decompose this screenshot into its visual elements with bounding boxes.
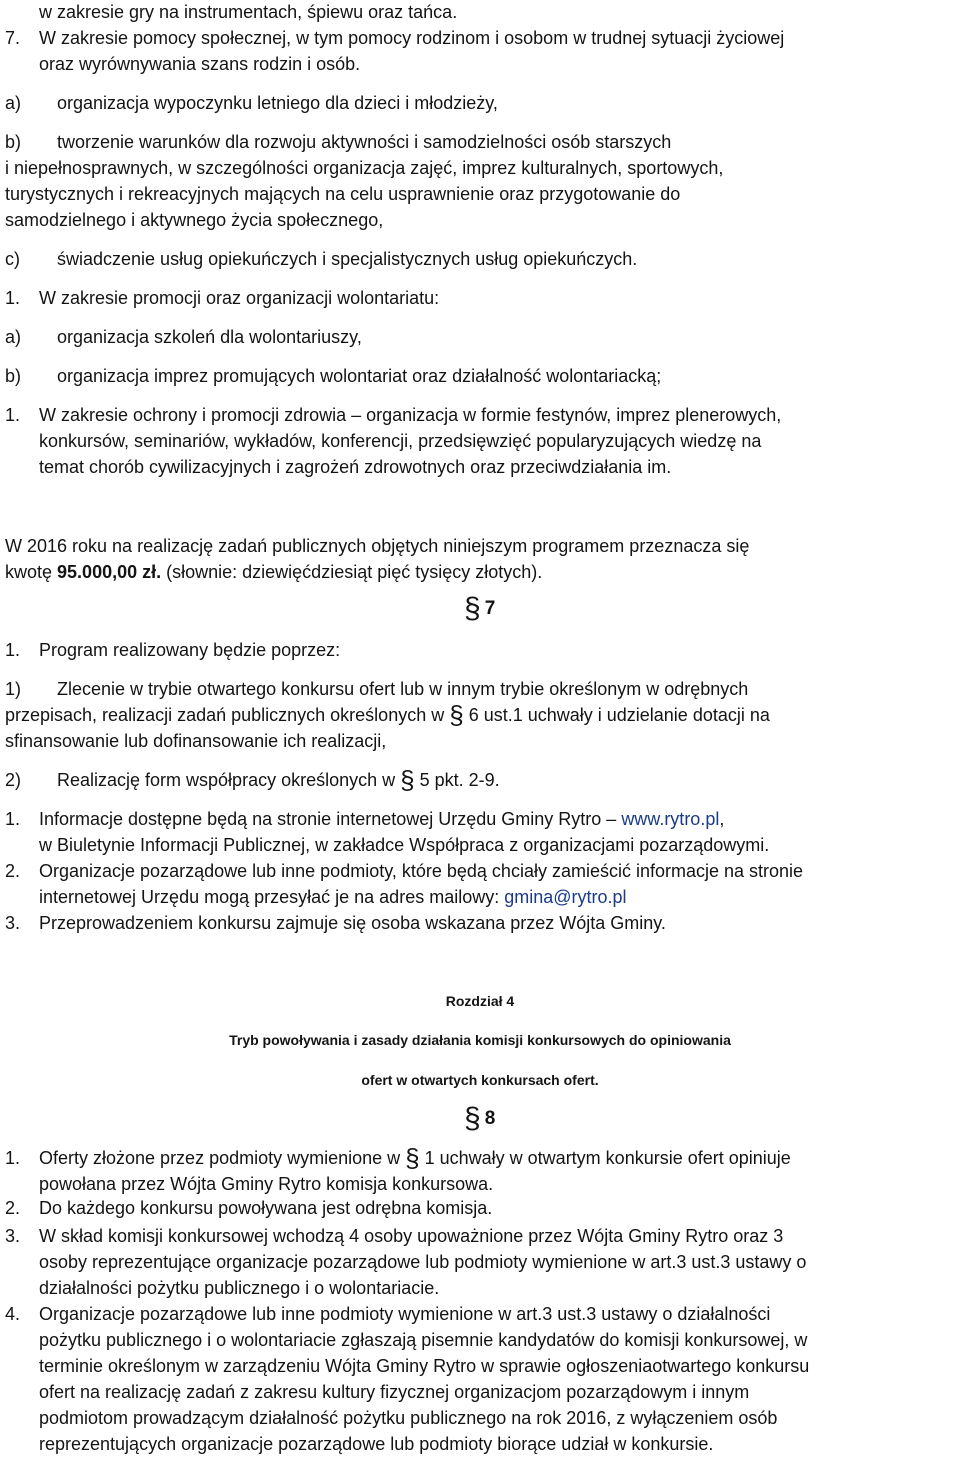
budget-amount-line (5, 562, 542, 582)
item-number: 3. (5, 913, 21, 933)
paragraph-number: 8 (484, 1108, 496, 1129)
text-span: przepisach, realizacji zadań publicznych określonych w (5, 705, 450, 725)
text-line: samodzielnego i aktywnego życia społecznego, (5, 210, 384, 230)
text-line: temat chorób cywilizacyjnych i zagrożeń zdrowotnych oraz przeciwdziałania im. (39, 457, 672, 477)
text-line: W 2016 roku na realizację zadań publicznych objętych niniejszym programem przeznacza się (5, 536, 750, 556)
chapter-subtitle: ofert w otwartych konkursach ofert. (361, 1072, 599, 1088)
item-label: c) (5, 249, 20, 269)
item-label: a) (5, 93, 22, 113)
item-label: a) (5, 327, 22, 347)
text-span: Informacje dostępne będą na stronie internetowej Urzędu Gminy Rytro – (39, 809, 622, 829)
item-number: 3. (5, 1226, 21, 1246)
text-line (39, 809, 724, 829)
text-line: w Biuletynie Informacji Publicznej, w zakładce Współpraca z organizacjami pozarządowymi. (39, 835, 770, 855)
item-number: 1. (5, 809, 21, 829)
text-line: W zakresie ochrony i promocji zdrowia – organizacja w formie festynów, imprez plenerowych, (39, 405, 782, 425)
section-sign: § (400, 765, 415, 795)
text-span: 1 uchwały w otwartym konkursie ofert opiniuje (419, 1148, 791, 1168)
item-number: 1. (5, 640, 21, 660)
item-label: 2) (5, 770, 22, 790)
text-line: osoby reprezentujące organizacje pozarządowe lub podmioty wymienione w art.3 ust.3 ustawy o (39, 1252, 807, 1272)
text-span: Realizację form współpracy określonych w (57, 770, 401, 790)
text-line: i niepełnosprawnych, w szczególności organizacja zajęć, imprez kulturalnych, sportowych, (5, 158, 724, 178)
text-line (39, 1143, 791, 1173)
text-line: organizacja imprez promujących wolontariat oraz działalność wolontariacką; (57, 366, 662, 386)
text-line: terminie określonym w zarządzeniu Wójta Gminy Rytro w sprawie ogłoszeniaotwartego konkursu (39, 1356, 810, 1376)
text-line: Przeprowadzeniem konkursu zajmuje się osoba wskazana przez Wójta Gminy. (39, 913, 666, 933)
text-line: Program realizowany będzie poprzez: (39, 640, 341, 660)
text-line: W zakresie pomocy społecznej, w tym pomocy rodzinom i osobom w trudnej sytuacji życiowej (39, 28, 785, 48)
text-span: (słownie: dziewięćdziesiąt pięć tysięcy złotych). (161, 562, 543, 582)
item-number: 2. (5, 1198, 21, 1218)
section-sign: § (464, 1102, 481, 1135)
text-line: Organizacje pozarządowe lub inne podmioty wymienione w art.3 ust.3 ustawy o działalności (39, 1304, 771, 1324)
text-span: 6 ust.1 uchwały i udzielanie dotacji na (463, 705, 770, 725)
item-label: b) (5, 132, 22, 152)
text-line: organizacja wypoczynku letniego dla dzieci i młodzieży, (57, 93, 498, 113)
text-line: Zlecenie w trybie otwartego konkursu ofert lub w innym trybie określonym w odrębnych (57, 679, 749, 699)
text-span: 5 pkt. 2-9. (414, 770, 500, 790)
paragraph-8-heading (464, 1102, 496, 1135)
section-sign: § (449, 700, 464, 730)
paragraph-number: 7 (484, 598, 496, 619)
paragraph-7-heading (464, 592, 496, 625)
text-line: Organizacje pozarządowe lub inne podmioty, które będą chciały zamieścić informacje na stronie (39, 861, 804, 881)
item-number: 2. (5, 861, 21, 881)
text-line: W zakresie promocji oraz organizacji wolontariatu: (39, 288, 440, 308)
amount-value: 95.000,00 zł. (57, 562, 162, 582)
text-line: konkursów, seminariów, wykładów, konferencji, przedsięwzięć popularyzujących wiedzę na (39, 431, 762, 451)
chapter-title: Rozdział 4 (445, 993, 515, 1009)
item-number: 4. (5, 1304, 21, 1324)
text-line: podmiotom prowadzącym działalność pożytku publicznego na rok 2016, z wyłączeniem osób (39, 1408, 778, 1428)
text-line: powołana przez Wójta Gminy Rytro komisja konkursowa. (39, 1174, 494, 1194)
text-line: W skład komisji konkursowej wchodzą 4 osoby upoważnione przez Wójta Gminy Rytro oraz 3 (39, 1226, 784, 1246)
item-number: 1. (5, 288, 21, 308)
section-sign: § (405, 1143, 420, 1173)
text-line: pożytku publicznego i o wolontariacie zgłaszają pisemnie kandydatów do komisji konkursowej, w (39, 1330, 808, 1350)
text-line: działalności pożytku publicznego i o wolontariacie. (39, 1278, 440, 1298)
section-sign: § (464, 592, 481, 625)
text-line (5, 700, 770, 730)
text-line: organizacja szkoleń dla wolontariuszy, (57, 327, 362, 347)
item-number: 1. (5, 405, 21, 425)
text-line: sfinansowanie lub dofinansowanie ich realizacji, (5, 731, 387, 751)
email-link[interactable]: gmina@rytro.pl (504, 887, 627, 907)
text-line: turystycznych i rekreacyjnych mających na celu usprawnienie oraz przygotowanie do (5, 184, 681, 204)
text-line: tworzenie warunków dla rozwoju aktywności i samodzielności osób starszych (57, 132, 672, 152)
item-number: 7. (5, 28, 21, 48)
website-link[interactable]: www.rytro.pl (621, 809, 720, 829)
text-line: reprezentujących organizacje pozarządowe lub podmioty biorące udział w konkursie. (39, 1434, 714, 1454)
text-line: Do każdego konkursu powoływana jest odrębna komisja. (39, 1198, 493, 1218)
item-label: 1) (5, 679, 22, 699)
item-label: b) (5, 366, 22, 386)
item-number: 1. (5, 1148, 21, 1168)
text-line: ofert na realizację zadań z zakresu kultury fizycznej organizacjom pozarządowym i innym (39, 1382, 750, 1402)
chapter-subtitle: Tryb powoływania i zasady działania komisji konkursowych do opiniowania (229, 1032, 731, 1048)
text-line: świadczenie usług opiekuńczych i specjalistycznych usług opiekuńczych. (57, 249, 638, 269)
text-line (39, 887, 627, 907)
text-span: Oferty złożone przez podmioty wymienione w (39, 1148, 406, 1168)
text-line (57, 765, 500, 795)
text-span: , (719, 809, 725, 829)
text-span: kwotę (5, 562, 58, 582)
text-line: oraz wyrównywania szans rodzin i osób. (39, 54, 361, 74)
text-line: w zakresie gry na instrumentach, śpiewu oraz tańca. (39, 2, 458, 22)
text-span: internetowej Urzędu mogą przesyłać je na adres mailowy: (39, 887, 505, 907)
